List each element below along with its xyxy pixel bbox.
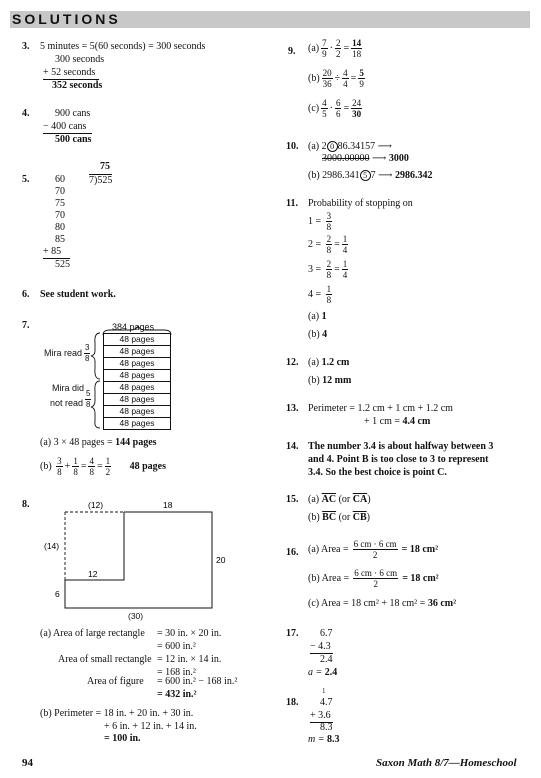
p5-item: 80 bbox=[55, 222, 65, 233]
p5-item: 85 bbox=[55, 234, 65, 245]
p8-b-line1: (b) Perimeter = 18 in. + 20 in. + 30 in. bbox=[40, 708, 194, 719]
p7-box: 48 pages bbox=[103, 358, 171, 370]
arrow-icon: ⟶ bbox=[377, 141, 392, 152]
p7-total: 384 pages bbox=[112, 322, 155, 332]
p16-part-b: (b) Area = $\frac{6 cm \cdot 6 cm}{2}$ = 18 cm² bbox=[308, 568, 439, 589]
problem-number: 9. bbox=[288, 46, 296, 57]
p3-line1: 5 minutes = 5(60 seconds) = 300 seconds bbox=[40, 41, 206, 52]
p12-part-a: (a) 1.2 cm bbox=[308, 357, 350, 368]
p5-item: + 85 bbox=[43, 246, 70, 259]
p13-line2: + 1 cm = 4.4 cm bbox=[364, 416, 431, 427]
p8-a1-v1: = 30 in. × 20 in. bbox=[157, 628, 222, 639]
fraction: $\frac{6}{6}$ bbox=[335, 98, 341, 119]
p17-answer: a = 2.4 bbox=[308, 667, 338, 678]
problem-number: 3. bbox=[22, 41, 30, 52]
p4-line2: − 400 cans bbox=[43, 121, 92, 134]
p3-answer: 352 seconds bbox=[52, 80, 103, 91]
p11-prob-2: 2 = $\frac{2}{8}$ = $\frac{1}{4}$ bbox=[308, 234, 348, 255]
p5-item: 75 bbox=[55, 198, 65, 209]
p12-part-b: (b) 12 mm bbox=[308, 375, 352, 386]
p18-line1: 4.7 bbox=[320, 697, 333, 708]
p9-part-b: (b) $\frac{20}{36}$ ÷ $\frac{4}{4}$ = $\frac{5}{9}$ bbox=[308, 68, 364, 89]
p15-part-b: (b) $\overline{BC}$ (or $\overline{CB}$) bbox=[308, 512, 370, 523]
p5-quotient: 75 bbox=[100, 161, 110, 172]
p7-box: 48 pages bbox=[103, 406, 171, 418]
p14-line2: and 4. Point B is too close to 3 to represent bbox=[308, 454, 489, 465]
problem-number: 17. bbox=[286, 628, 299, 639]
problem-number: 18. bbox=[286, 697, 299, 708]
p8-b-line2: + 6 in. + 12 in. + 14 in. bbox=[104, 721, 197, 732]
p11-prob-4: 4 = $\frac{1}{8}$ bbox=[308, 284, 332, 305]
p13-line1: Perimeter = 1.2 cm + 1 cm + 1.2 cm bbox=[308, 403, 453, 414]
p8-label-12: 12 bbox=[88, 569, 98, 579]
fraction: $\frac{6 cm \cdot 6 cm}{2}$ bbox=[354, 568, 398, 589]
p8-a3-v1: = 600 in.² − 168 in.² bbox=[157, 676, 238, 687]
fraction: $\frac{4}{5}$ bbox=[322, 98, 327, 119]
p17-line1: 6.7 bbox=[320, 628, 333, 639]
p8-a2-v1: = 12 in. × 14 in. bbox=[157, 654, 222, 665]
p15-part-a: (a) $\overline{AC}$ (or $\overline{CA}$) bbox=[308, 494, 371, 505]
p7-notread-label: not read $\frac{5}{8}$ bbox=[50, 389, 91, 409]
p8-a2-label: Area of small rectangle bbox=[58, 654, 152, 665]
fraction: $\frac{1}{4}$ bbox=[342, 234, 348, 255]
p7-part-a: (a) 3 × 48 pages = 144 pages bbox=[40, 437, 157, 448]
p9-part-c: (c) $\frac{4}{5}$ · $\frac{6}{6}$ = $\frac{24}{30}$ bbox=[308, 98, 362, 119]
section-header bbox=[10, 11, 530, 28]
p17-line2: − 4.3 bbox=[310, 641, 331, 652]
p5-division: 7)525 bbox=[89, 175, 113, 186]
p8-label-30: (30) bbox=[128, 611, 144, 621]
p10-a-line1: (a) 2 0 86.34157 ⟶ bbox=[308, 141, 392, 152]
p8-a1-v2: = 600 in.² bbox=[157, 641, 196, 652]
fraction: $\frac{20}{36}$ bbox=[322, 68, 332, 89]
problem-number: 11. bbox=[286, 198, 298, 209]
p5-item: 525 bbox=[55, 259, 70, 270]
p8-a2-v2: = 168 in.² bbox=[157, 667, 196, 678]
p4-answer: 500 cans bbox=[55, 134, 92, 145]
p7-box: 48 pages bbox=[103, 370, 171, 382]
p7-box: 48 pages bbox=[103, 382, 171, 394]
fraction: $\frac{2}{8}$ bbox=[326, 259, 332, 280]
p4-line1: 900 cans bbox=[55, 108, 91, 119]
problem-number: 14. bbox=[286, 441, 299, 452]
p8-label-14: (14) bbox=[44, 541, 60, 551]
p7-part-b: (b) $\frac{3}{8}$ + $\frac{1}{8}$ = $\frac{4}{8}$ = $\frac{1}{2}$ 48 pages bbox=[40, 456, 166, 477]
p7-box: 48 pages bbox=[103, 418, 171, 430]
problem-number: 13. bbox=[286, 403, 299, 414]
fraction: $\frac{4}{8}$ bbox=[89, 456, 94, 477]
p7-box: 48 pages bbox=[103, 394, 171, 406]
problem-number: 8. bbox=[22, 499, 30, 510]
p8-label-20: 20 bbox=[216, 555, 226, 565]
p8-label-18: 18 bbox=[163, 500, 173, 510]
p9-part-a: (a) $\frac{7}{9}$ · $\frac{2}{2}$ = $\frac{14}{18}$ bbox=[308, 38, 362, 59]
fraction: $\frac{4}{4}$ bbox=[343, 68, 348, 89]
fraction: $\frac{1}{8}$ bbox=[326, 284, 332, 305]
p8-label-12top: (12) bbox=[88, 500, 104, 510]
p10-b: (b) 2986.341 5 7 ⟶ 2986.342 bbox=[308, 170, 433, 181]
p8-b-line3: = 100 in. bbox=[104, 733, 141, 744]
problem-number: 15. bbox=[286, 494, 299, 505]
p7-top-brace bbox=[98, 326, 178, 336]
fraction: $\frac{14}{18}$ bbox=[352, 38, 362, 59]
fraction: $\frac{1}{8}$ bbox=[73, 456, 78, 477]
p14-line3: 3.4. So the best choice is point C. bbox=[308, 467, 447, 478]
fraction: $\frac{1}{2}$ bbox=[105, 456, 111, 477]
p18-line3: 8.3 bbox=[320, 722, 333, 733]
problem-number: 7. bbox=[22, 320, 30, 331]
p7-box: 48 pages bbox=[103, 346, 171, 358]
p8-label-6: 6 bbox=[55, 589, 60, 599]
p7-box: 48 pages bbox=[103, 333, 171, 346]
p16-part-c: (c) Area = 18 cm² + 18 cm² = 36 cm² bbox=[308, 598, 457, 609]
fraction: $\frac{5}{8}$ bbox=[86, 389, 91, 409]
problem-number: 5. bbox=[22, 174, 30, 185]
fraction: $\frac{2}{8}$ bbox=[326, 234, 332, 255]
fraction: $\frac{6 cm \cdot 6 cm}{2}$ bbox=[353, 539, 397, 560]
p5-item: 70 bbox=[55, 186, 65, 197]
p16-part-a: (a) Area = $\frac{6 cm \cdot 6 cm}{2}$ = 18 cm² bbox=[308, 539, 439, 560]
p8-a3-v2: = 432 in.² bbox=[157, 689, 197, 700]
p5-item: 70 bbox=[55, 210, 65, 221]
p18-line2: + 3.6 bbox=[310, 710, 331, 721]
p5-item: 60 bbox=[55, 174, 65, 185]
fraction: $\frac{2}{2}$ bbox=[335, 38, 341, 59]
p3-line2: 300 seconds bbox=[55, 54, 105, 65]
fraction: $\frac{7}{9}$ bbox=[322, 38, 327, 59]
p11-prob-1: 1 = $\frac{3}{8}$ bbox=[308, 211, 332, 232]
arrow-icon: ⟶ bbox=[378, 170, 393, 181]
p11-part-a: (a) 1 bbox=[308, 311, 327, 322]
p17-line3: 2.4 bbox=[320, 654, 333, 665]
page-number: 94 bbox=[22, 757, 33, 769]
fraction: $\frac{1}{4}$ bbox=[342, 259, 348, 280]
p5-list bbox=[43, 174, 70, 271]
problem-number: 12. bbox=[286, 357, 299, 368]
fraction: $\frac{5}{9}$ bbox=[359, 68, 364, 89]
problem-number: 4. bbox=[22, 108, 30, 119]
arrow-icon: ⟶ bbox=[372, 153, 387, 164]
problem-number: 10. bbox=[286, 141, 299, 152]
fraction: $\frac{3}{8}$ bbox=[57, 456, 62, 477]
fraction: $\frac{3}{8}$ bbox=[326, 211, 332, 232]
p7-box-stack bbox=[103, 333, 171, 430]
book-title: Saxon Math 8/7—Homeschool bbox=[376, 757, 517, 769]
p14-line1: The number 3.4 is about halfway between 3 bbox=[308, 441, 494, 452]
p11-part-b: (b) 4 bbox=[308, 329, 328, 340]
p8-a1-label: (a) Area of large rectangle bbox=[40, 628, 145, 639]
p10-a-line2: 3000.00000 ⟶ 3000 bbox=[322, 153, 409, 164]
p11-title: Probability of stopping on bbox=[308, 198, 413, 209]
fraction: $\frac{3}{8}$ bbox=[85, 343, 90, 363]
problem-number: 6. bbox=[22, 289, 30, 300]
p18-answer: m = 8.3 bbox=[308, 734, 340, 745]
p7-notread-label1: Mira did bbox=[52, 383, 85, 393]
p18-carry: 1 bbox=[322, 687, 326, 695]
p6-text: See student work. bbox=[40, 289, 116, 300]
p8-figure bbox=[40, 498, 240, 613]
problem-number: 16. bbox=[286, 547, 299, 558]
p11-prob-3: 3 = $\frac{2}{8}$ = $\frac{1}{4}$ bbox=[308, 259, 348, 280]
p8-a3-label: Area of figure bbox=[87, 676, 144, 687]
fraction: $\frac{24}{30}$ bbox=[352, 98, 362, 119]
p7-read-label: Mira read $\frac{3}{8}$ bbox=[44, 343, 90, 363]
p3-line3: + 52 seconds bbox=[43, 67, 99, 80]
section-title: SOLUTIONS bbox=[12, 11, 121, 27]
